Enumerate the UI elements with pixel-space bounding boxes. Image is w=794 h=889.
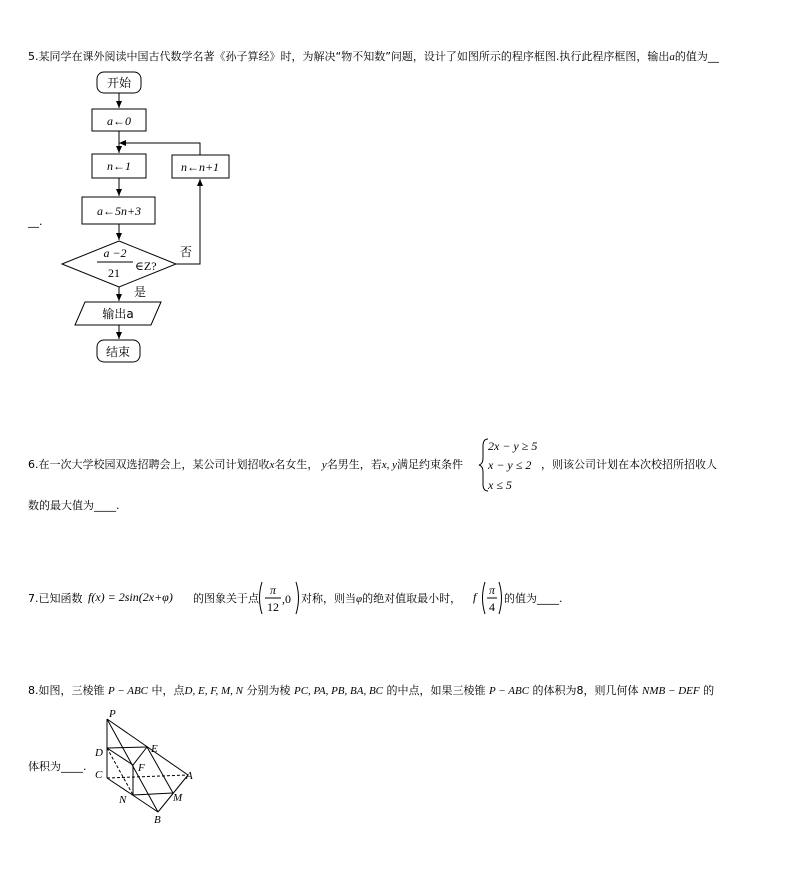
q6-text-5: ，则该公司计划在本次校招所招收人 <box>541 458 717 471</box>
q6-number: 6. <box>28 458 39 471</box>
q7-f: f <box>473 590 477 604</box>
fc-n-inc-label: n←n+1 <box>180 160 220 174</box>
q7-text-1: 已知函数 <box>38 592 83 605</box>
fc-end-label: 结束 <box>105 345 131 359</box>
q7-phi: φ <box>356 593 363 605</box>
fc-a-init-label: a←0 <box>107 114 131 128</box>
q6-var-xy: x, y <box>381 459 398 471</box>
q8-label-B: B <box>154 814 161 826</box>
q8-text-5: 的体积为8，则几何体 <box>532 684 639 697</box>
q7-point-num: π <box>269 583 277 597</box>
q7-number: 7. <box>28 592 39 605</box>
q5-var-a: a <box>669 51 675 63</box>
q8-text-4: 的中点，如果三棱锥 <box>386 684 486 697</box>
q8-label-N: N <box>119 794 127 806</box>
fc-a-assign-label: a←5n+3 <box>96 204 142 218</box>
q8-line2: 体积为____. <box>28 760 87 773</box>
q8-solid: NMB − DEF <box>642 685 700 697</box>
q6-text-1: 在一次大学校园双选招聘会上，某公司计划招收 <box>38 458 270 471</box>
q8-points: D, E, F, M, N <box>184 685 243 697</box>
q5-tail: 的值为__ <box>674 50 719 63</box>
fc-output-label: 输出a <box>102 307 134 321</box>
q8-pabc2: P − ABC <box>489 685 530 697</box>
q6-text-2: 名女生， <box>274 458 319 471</box>
q6-constraint-3: x ≤ 5 <box>488 478 512 492</box>
q8-label-P: P <box>109 708 116 720</box>
q7-arg-den: 4 <box>489 600 495 614</box>
q8-edges: PC, PA, PB, BA, BC <box>294 685 384 697</box>
q7-function: f(x) = 2sin(2x+φ) <box>88 590 173 604</box>
q8-label-M: M <box>173 792 183 804</box>
fc-cond-tail: ∈Z? <box>135 259 157 273</box>
q8-text-2: 中，点 <box>151 684 185 697</box>
q5-blank-tail: __. <box>28 215 43 228</box>
q5-number: 5. <box>28 50 39 63</box>
q7-text-5: 的值为____. <box>504 592 563 605</box>
q8-pabc: P − ABC <box>108 685 149 697</box>
q7-text-3: 对称，则当 <box>301 592 356 605</box>
fc-cond-num: a −2 <box>103 246 127 260</box>
q6-line2: 数的最大值为____. <box>28 499 120 512</box>
q8-text-3: 分别为棱 <box>246 684 291 697</box>
q8-label-F: F <box>138 762 145 774</box>
q8-label-C: C <box>95 769 103 781</box>
fc-yes-label: 是 <box>134 285 147 299</box>
fc-cond-den: 21 <box>108 266 120 280</box>
q6-constraint-2: x − y ≤ 2 <box>488 458 532 472</box>
q7-point-den: 12 <box>267 600 279 614</box>
q8-label-D: D <box>95 747 103 759</box>
q6-var-y: y <box>321 459 327 471</box>
q6-var-x: x <box>269 459 275 471</box>
q5-text: 某同学在课外阅读中国古代数学名著《孙子算经》时，为解决“物不知数”问题，设计了如图所示的程序框图.执行此程序框图，输出 <box>38 50 670 63</box>
q8-text-6: 的 <box>703 684 715 697</box>
q7-text-2: 的图象关于点 <box>193 592 259 605</box>
q8-number: 8. <box>28 684 39 697</box>
q8-label-E: E <box>151 743 158 755</box>
fc-n-init-label: n←1 <box>107 159 131 173</box>
q7-arg-num: π <box>488 583 496 597</box>
q8-text-1: 如图，三棱锥 <box>38 684 105 697</box>
q7-text-4: 的绝对值取最小时， <box>362 592 462 605</box>
q6-text-3: 名男生，若 <box>326 458 382 471</box>
fc-start-label: 开始 <box>106 76 132 90</box>
fc-no-label: 否 <box>180 245 193 259</box>
q7-point-tail: ,0 <box>282 592 291 606</box>
q6-text-4: 满足约束条件 <box>397 458 464 471</box>
q6-constraint-1: 2x − y ≥ 5 <box>488 439 538 453</box>
q8-label-A: A <box>186 770 193 782</box>
